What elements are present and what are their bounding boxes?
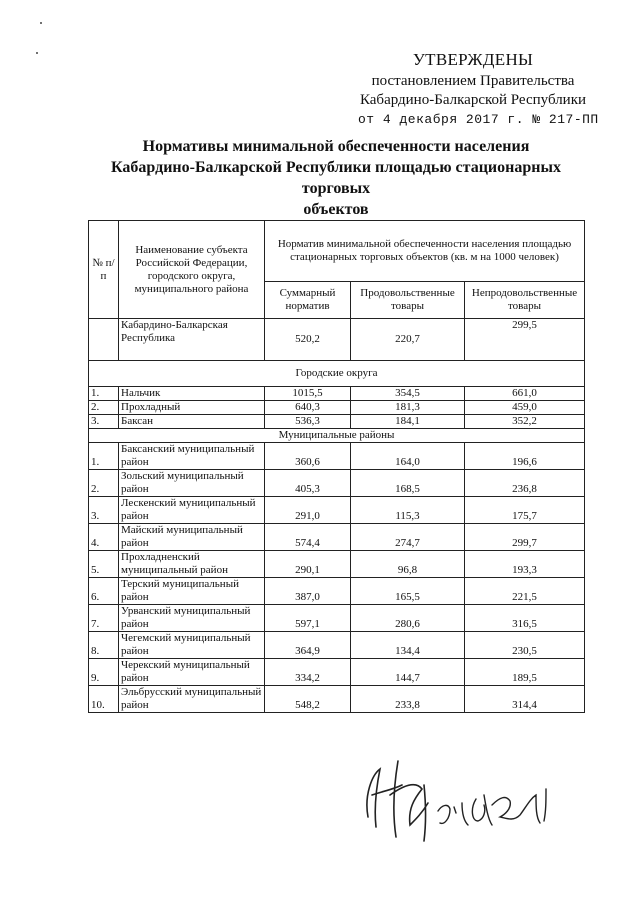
header-row	[89, 221, 585, 282]
district-food: 115,3	[351, 497, 465, 524]
district-food: 164,0	[351, 443, 465, 470]
district-nonfood: 221,5	[465, 578, 585, 605]
district-total: 291,0	[265, 497, 351, 524]
urban-name: Прохладный	[119, 401, 265, 415]
district-nonfood: 189,5	[465, 659, 585, 686]
republic-num-cell	[89, 319, 119, 361]
district-row	[89, 605, 585, 632]
header-name: Наименование субъекта Российской Федерации, городского округа, муниципального района	[119, 221, 265, 319]
district-food: 144,7	[351, 659, 465, 686]
section-districts: Муниципальные районы	[89, 429, 585, 443]
district-row	[89, 470, 585, 497]
urban-row	[89, 401, 585, 415]
district-name: Зольский муниципальный район	[119, 470, 265, 497]
district-total: 334,2	[265, 659, 351, 686]
district-num: 6.	[89, 578, 119, 605]
district-name: Терский муниципальный район	[119, 578, 265, 605]
urban-total: 1015,5	[265, 387, 351, 401]
urban-name: Нальчик	[119, 387, 265, 401]
republic-name: Кабардино-Балкарская Республика	[119, 319, 265, 361]
district-row	[89, 551, 585, 578]
district-name: Майский муниципальный район	[119, 524, 265, 551]
approval-line-1: постановлением Правительства	[371, 73, 575, 89]
urban-food: 184,1	[351, 415, 465, 429]
district-food: 134,4	[351, 632, 465, 659]
header-total: Суммарный норматив	[265, 282, 351, 319]
header-num: № п/п	[89, 221, 119, 319]
district-food: 233,8	[351, 686, 465, 713]
header-nonfood: Непродовольственные товары	[465, 282, 585, 319]
district-row	[89, 686, 585, 713]
urban-food: 354,5	[351, 387, 465, 401]
district-nonfood: 175,7	[465, 497, 585, 524]
district-total: 405,3	[265, 470, 351, 497]
title-line-3: объектов	[303, 201, 369, 218]
district-name: Эльбрусский муниципальный район	[119, 686, 265, 713]
section-urban-row	[89, 361, 585, 387]
urban-total: 536,3	[265, 415, 351, 429]
district-num: 9.	[89, 659, 119, 686]
signature	[350, 755, 590, 845]
urban-nonfood: 459,0	[465, 401, 585, 415]
district-nonfood: 230,5	[465, 632, 585, 659]
republic-food: 220,7	[351, 319, 465, 361]
title-line-1: Нормативы минимальной обеспеченности населения	[142, 138, 530, 155]
approval-line-2: Кабардино-Балкарской Республики	[359, 92, 587, 108]
district-total: 360,6	[265, 443, 351, 470]
republic-total: 520,2	[265, 319, 351, 361]
district-food: 168,5	[351, 470, 465, 497]
district-num: 10.	[89, 686, 119, 713]
district-row	[89, 443, 585, 470]
urban-num: 2.	[89, 401, 119, 415]
district-row	[89, 524, 585, 551]
district-total: 387,0	[265, 578, 351, 605]
district-num: 2.	[89, 470, 119, 497]
district-food: 96,8	[351, 551, 465, 578]
district-nonfood: 314,4	[465, 686, 585, 713]
urban-num: 1.	[89, 387, 119, 401]
district-total: 574,4	[265, 524, 351, 551]
republic-row	[89, 319, 585, 361]
urban-row	[89, 415, 585, 429]
header-food: Продовольственные товары	[351, 282, 465, 319]
district-food: 280,6	[351, 605, 465, 632]
district-nonfood: 236,8	[465, 470, 585, 497]
district-num: 4.	[89, 524, 119, 551]
district-num: 1.	[89, 443, 119, 470]
header-norm-group: Норматив минимальной обеспеченности населения площадью стационарных торговых объектов (кв. м на 1000 человек)	[265, 221, 585, 282]
norms-table	[88, 220, 585, 713]
document-title	[86, 136, 586, 220]
district-name: Прохладненский муниципальный район	[119, 551, 265, 578]
approval-stamp	[358, 50, 599, 127]
district-total: 597,1	[265, 605, 351, 632]
district-nonfood: 316,5	[465, 605, 585, 632]
scan-speck	[36, 52, 38, 54]
district-total: 548,2	[265, 686, 351, 713]
district-num: 3.	[89, 497, 119, 524]
urban-nonfood: 352,2	[465, 415, 585, 429]
district-num: 7.	[89, 605, 119, 632]
district-total: 290,1	[265, 551, 351, 578]
district-name: Лескенский муниципальный район	[119, 497, 265, 524]
approval-date: от 4 декабря 2017 г. № 217-ПП	[358, 112, 599, 127]
urban-food: 181,3	[351, 401, 465, 415]
district-nonfood: 193,3	[465, 551, 585, 578]
urban-nonfood: 661,0	[465, 387, 585, 401]
district-nonfood: 196,6	[465, 443, 585, 470]
republic-nonfood: 299,5	[465, 319, 585, 361]
district-food: 165,5	[351, 578, 465, 605]
section-districts-row	[89, 429, 585, 443]
urban-row	[89, 387, 585, 401]
urban-name: Баксан	[119, 415, 265, 429]
district-nonfood: 299,7	[465, 524, 585, 551]
district-name: Чегемский муниципальный район	[119, 632, 265, 659]
district-food: 274,7	[351, 524, 465, 551]
urban-num: 3.	[89, 415, 119, 429]
district-row	[89, 497, 585, 524]
urban-total: 640,3	[265, 401, 351, 415]
district-name: Урванский муниципальный район	[119, 605, 265, 632]
district-row	[89, 659, 585, 686]
district-name: Баксанский муниципальный район	[119, 443, 265, 470]
approval-heading: УТВЕРЖДЕНЫ	[412, 50, 534, 69]
scan-speck	[40, 22, 42, 24]
section-urban: Городские округа	[89, 361, 585, 387]
district-num: 5.	[89, 551, 119, 578]
district-row	[89, 578, 585, 605]
district-num: 8.	[89, 632, 119, 659]
title-line-2: Кабардино-Балкарской Республики площадью стационарных торговых	[111, 159, 561, 197]
district-row	[89, 632, 585, 659]
district-name: Черекский муниципальный район	[119, 659, 265, 686]
district-total: 364,9	[265, 632, 351, 659]
